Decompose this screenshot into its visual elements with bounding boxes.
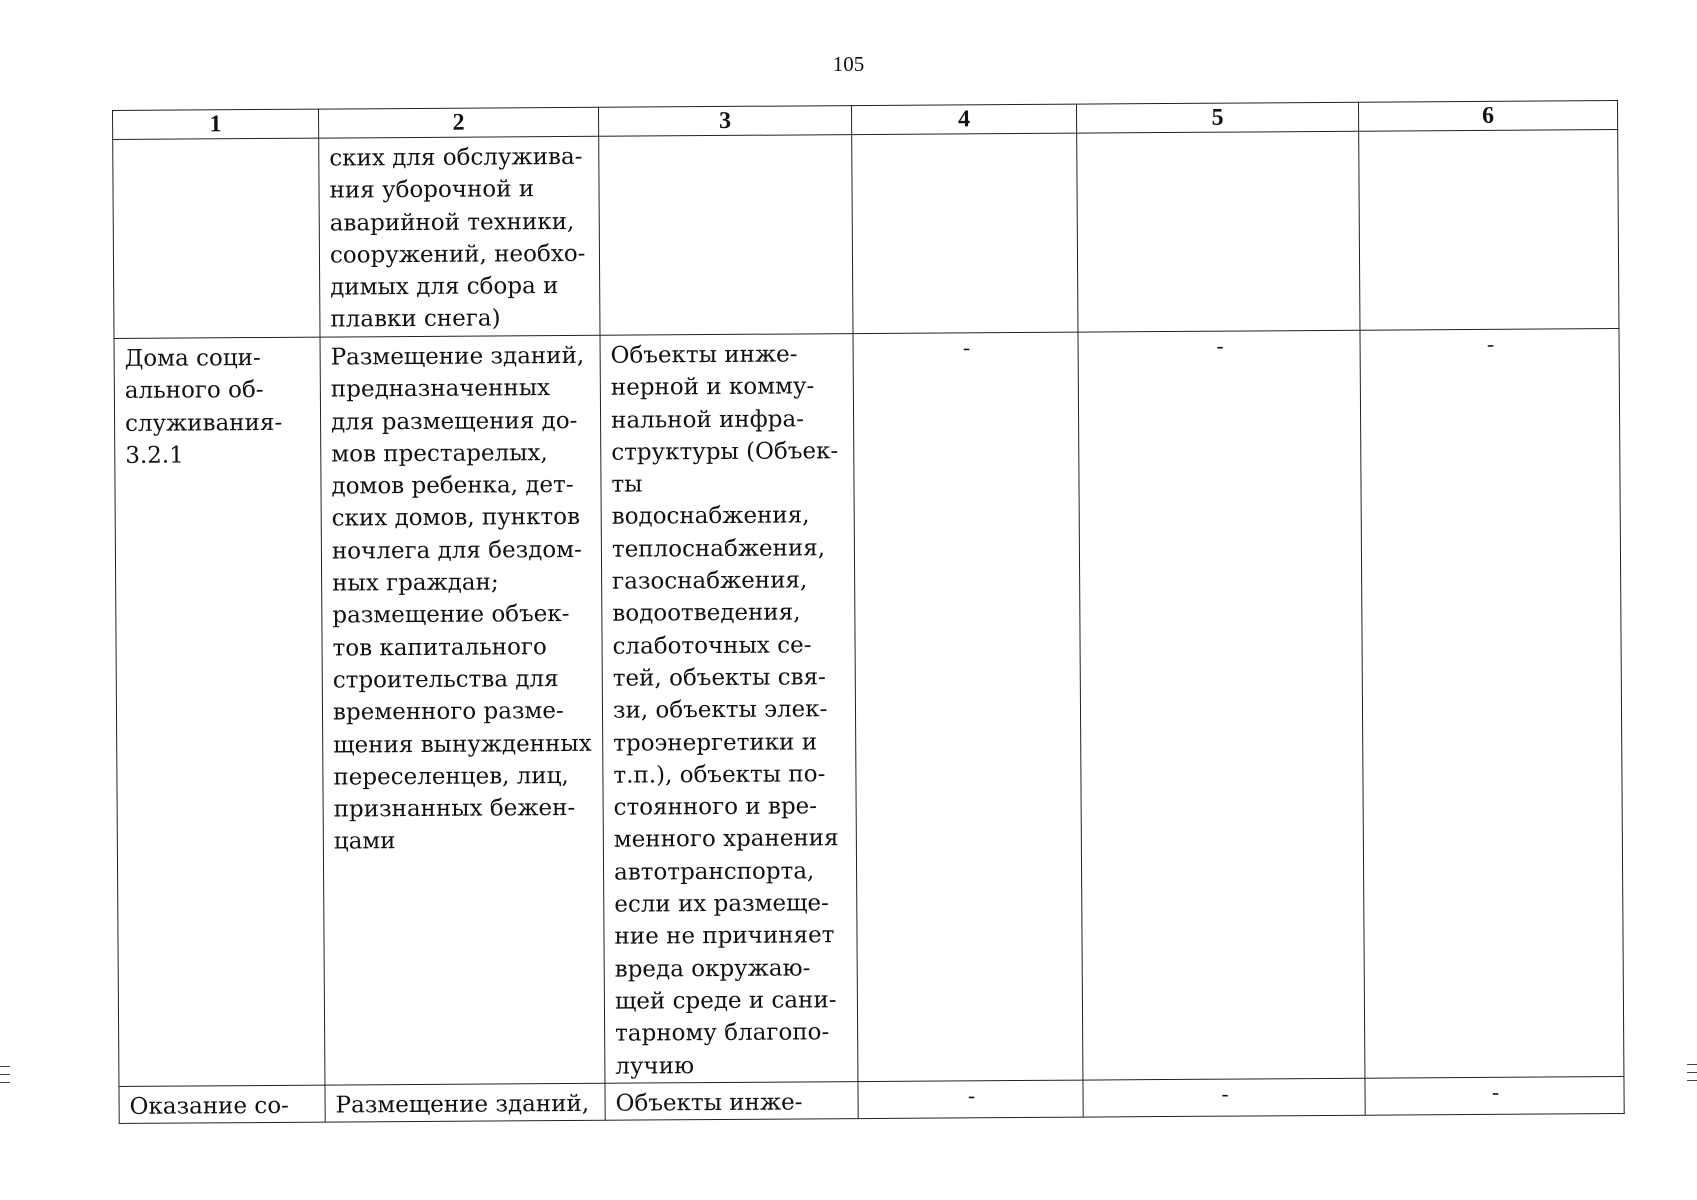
table-cell	[858, 1080, 1083, 1119]
table-row	[113, 130, 1619, 339]
cell-text: Размещение зданий, предназначенных для размещения до- мов престарелых, домов ребенка, дет- ских домов, пунктов ночлега для бездом- ных граждан; размещение объек- тов капитального строительства для временного разме- щения вынужденных переселенцев, лиц, признанных бежен- цами	[330, 342, 592, 855]
page-number: 105	[832, 52, 865, 76]
cell-text: -	[962, 336, 971, 362]
table-cell	[605, 1081, 858, 1120]
right-edge-mark	[1687, 1080, 1697, 1081]
column-header-5: 5	[1076, 102, 1358, 133]
table-cell	[1083, 1078, 1365, 1117]
cell-text	[1359, 130, 1617, 132]
column-header-3: 3	[598, 106, 851, 137]
left-edge-mark	[0, 1074, 10, 1075]
right-edge-mark	[1687, 1072, 1697, 1073]
table-cell	[1360, 329, 1624, 1079]
table-cell	[319, 136, 600, 337]
right-edge-mark	[1687, 1064, 1697, 1065]
land-use-table	[112, 100, 1625, 1124]
cell-text: -	[1486, 332, 1495, 358]
cell-text	[599, 135, 851, 141]
table-cell	[1077, 131, 1360, 332]
table-cell	[1365, 1076, 1624, 1115]
column-header-6: 6	[1358, 101, 1617, 132]
column-header-4: 4	[851, 104, 1076, 134]
table-cell	[119, 1085, 325, 1124]
left-edge-mark	[0, 1082, 10, 1083]
table-cell	[852, 133, 1078, 333]
cell-text	[113, 139, 318, 144]
cell-text	[852, 134, 1076, 135]
column-header-2: 2	[318, 107, 598, 138]
cell-text: -	[1216, 334, 1224, 360]
table-cell	[600, 334, 858, 1083]
table-cell	[114, 337, 325, 1086]
cell-text: Объекты инже-	[615, 1089, 803, 1117]
cell-text: Объекты инже- нерной и комму- нальной инфра- структуры (Объек- ты водоснабжения, теплоснабжения, газоснабжения, водоотведения, слаботочных се- тей, объекты свя- зи, объекты элек- троэнергетики и т.п.), объекты по- стоянного и вре- менного хранения автотранспорта, если их размеще- ние не причиняет вреда окружаю- щей среде и сани- тарному благопо- лучию	[610, 341, 839, 1080]
cell-text: Оказание со-	[129, 1092, 289, 1120]
cell-text: Размещение зданий,	[335, 1090, 590, 1119]
cell-text: -	[967, 1084, 976, 1110]
table-row	[114, 329, 1624, 1087]
table-cell	[320, 335, 605, 1085]
cell-text: Дома соци- ального об- служивания- 3.2.1	[124, 345, 283, 469]
cell-text	[1077, 132, 1358, 134]
cell-text: -	[1221, 1082, 1229, 1108]
left-edge-mark	[0, 1066, 10, 1067]
cell-text: -	[1491, 1080, 1500, 1106]
table-cell	[1078, 330, 1365, 1080]
table-cell	[325, 1083, 605, 1122]
table-cell	[853, 332, 1083, 1081]
column-header-1: 1	[113, 109, 319, 139]
cell-text: ских для обслужива- ния уборочной и аварийной техники, сооружений, необхо- димых для сбора и плавки снега)	[329, 143, 586, 334]
table-cell	[1359, 130, 1619, 331]
table-cell	[599, 135, 853, 336]
table-cell	[113, 138, 320, 338]
